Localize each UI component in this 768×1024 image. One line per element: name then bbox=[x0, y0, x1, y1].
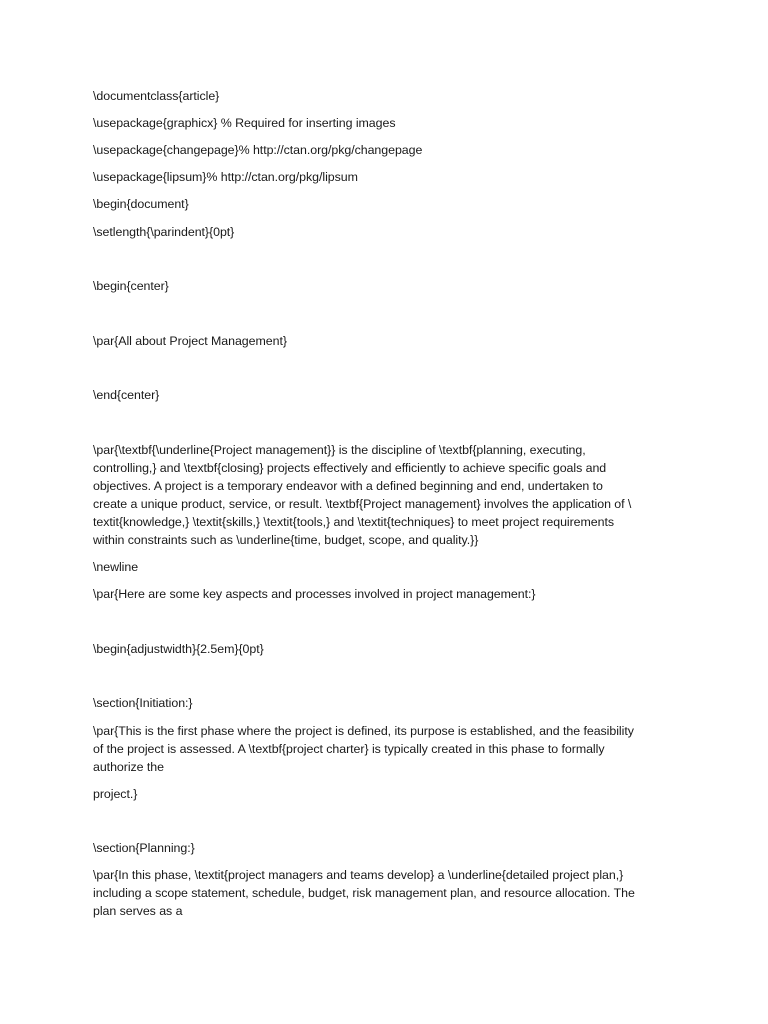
paragraph-line: textit{knowledge,} \textit{skills,} \textit{tools,} and \textit{techniques} to meet project requirements bbox=[93, 515, 615, 529]
text-line: \documentclass{article} bbox=[93, 89, 220, 103]
section-line: \section{Planning:} bbox=[93, 841, 195, 855]
text-line: \begin{center} bbox=[93, 279, 169, 293]
text-line: \usepackage{changepage}% http://ctan.org/pkg/changepage bbox=[93, 143, 423, 157]
paragraph-line: \par{\textbf{\underline{Project management}} is the discipline of \textbf{planning, executing, bbox=[93, 443, 586, 457]
text-line: \end{center} bbox=[93, 388, 160, 402]
paragraph-line: objectives. A project is a temporary endeavor with a defined beginning and end, undertaken to bbox=[93, 479, 603, 493]
paragraph-line: within constraints such as \underline{time, budget, scope, and quality.}} bbox=[93, 533, 479, 547]
text-line: \usepackage{graphicx} % Required for inserting images bbox=[93, 116, 396, 130]
paragraph-line: create a unique product, service, or result. \textbf{Project management} involves the application of \ bbox=[93, 497, 632, 511]
text-line: \setlength{\parindent}{0pt} bbox=[93, 225, 235, 239]
paragraph-line: authorize the bbox=[93, 760, 164, 774]
text-line: \begin{document} bbox=[93, 197, 189, 211]
text-line: \par{Here are some key aspects and processes involved in project management:} bbox=[93, 587, 536, 601]
text-line: \par{All about Project Management} bbox=[93, 334, 287, 348]
section-line: \section{Initiation:} bbox=[93, 696, 193, 710]
text-line: project.} bbox=[93, 787, 138, 801]
paragraph-line: \par{This is the first phase where the project is defined, its purpose is established, and the feasibility bbox=[93, 724, 634, 738]
text-line: \newline bbox=[93, 560, 139, 574]
paragraph-line: including a scope statement, schedule, budget, risk management plan, and resource allocation. The bbox=[93, 886, 635, 900]
paragraph-line: controlling,} and \textbf{closing} projects effectively and efficiently to achieve specific goals and bbox=[93, 461, 607, 475]
text-line: \usepackage{lipsum}% http://ctan.org/pkg/lipsum bbox=[93, 170, 358, 184]
paragraph-line: of the project is assessed. A \textbf{project charter} is typically created in this phase to formally bbox=[93, 742, 605, 756]
paragraph-line: plan serves as a bbox=[93, 904, 183, 918]
text-line: \begin{adjustwidth}{2.5em}{0pt} bbox=[93, 642, 264, 656]
paragraph-line: \par{In this phase, \textit{project managers and teams develop} a \underline{detailed project plan,} bbox=[93, 868, 624, 882]
